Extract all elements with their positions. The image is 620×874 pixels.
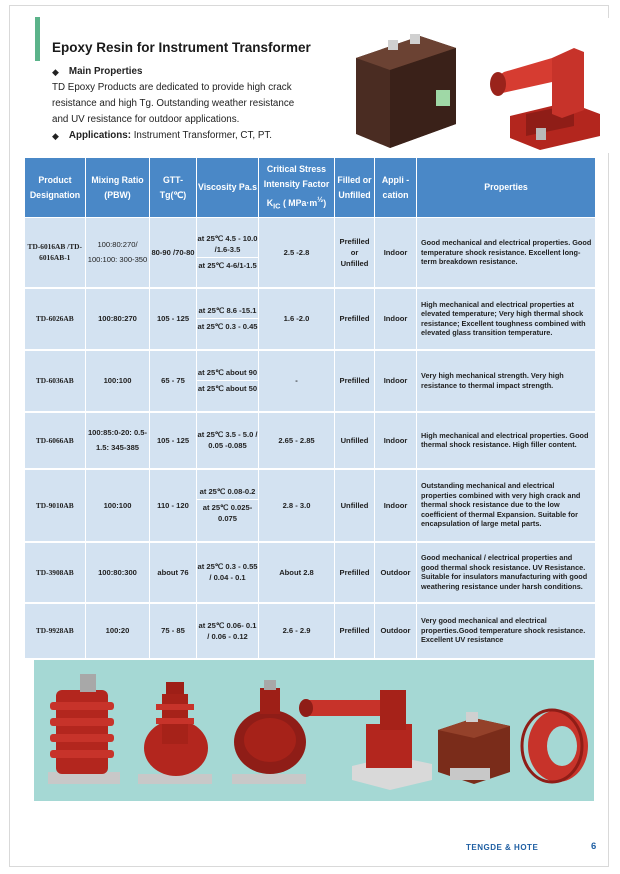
cell-filled: Unfilled (335, 412, 375, 469)
main-properties-heading: Main Properties (68, 66, 143, 77)
cell-mixing: 100:80:270/ 100:100: 300-350 (86, 218, 150, 288)
cell-tg: 65 - 75 (150, 350, 197, 412)
header-viscosity: Viscosity Pa.s (197, 158, 259, 218)
cell-tg: 105 - 125 (150, 412, 197, 469)
cell-filled: Prefilled (335, 542, 375, 603)
cell-designation: TD-6026AB (25, 288, 86, 350)
cell-filled: Unfilled (335, 469, 375, 542)
title-accent-bar (35, 17, 40, 61)
cell-properties: Outstanding mechanical and electrical properties combined with very high crack and thermal shock resistance due to the low coefficient of thermal Expansion. Suitable for encapsulation of large metal parts. (417, 469, 596, 542)
footer-brand: TENGDE & HOTE (466, 843, 539, 852)
diamond-bullet-icon: ◆ (52, 67, 59, 77)
cell-properties: Good mechanical / electrical properties and good thermal shock resistance. UV Resistance. Suitable for insulators manufacturing with good weathering resistance under harsh conditions. (417, 542, 596, 603)
cell-filled: Prefilled or Unfilled (335, 218, 375, 288)
cell-application: Indoor (375, 412, 417, 469)
cell-viscosity: at 25℃ about 90 at 25℃ about 50 (197, 350, 259, 412)
cell-application: Outdoor (375, 542, 417, 603)
page-title: Epoxy Resin for Instrument Transformer (52, 40, 311, 55)
header-properties: Properties (417, 158, 596, 218)
diamond-bullet-icon: ◆ (52, 131, 59, 141)
cell-viscosity: at 25℃ 8.6 -15.1 at 25℃ 0.3 - 0.45 (197, 288, 259, 350)
cell-tg: 105 - 125 (150, 288, 197, 350)
cell-mixing: 100:85:0-20: 0.5-1.5: 345-385 (86, 412, 150, 469)
cell-viscosity: at 25℃ 0.06- 0.1 / 0.06 - 0.12 (197, 603, 259, 659)
cell-properties: Very high mechanical strength. Very high resistance to thermal impact strength. (417, 350, 596, 412)
cell-properties: High mechanical and electrical properties at elevated temperature; Very high thermal shock resistance; Excellent toughness combined with elevated glass transition temperature. (417, 288, 596, 350)
header-stress-intensity: Critical Stress Intensity Factor $K_{IC}$ ( $MPa\cdot m^{\frac{1}{2}}$) (259, 158, 335, 218)
table-row (25, 288, 596, 350)
cell-viscosity: at 25℃ 3.5 - 5.0 / 0.05 -0.085 (197, 412, 259, 469)
cell-application: Indoor (375, 350, 417, 412)
cell-tg: 75 - 85 (150, 603, 197, 659)
cell-filled: Prefilled (335, 350, 375, 412)
spec-table (24, 157, 596, 660)
intro-text: TD Epoxy Products are dedicated to provide high crack resistance and high Tg. Outstanding weather resistance and UV resistance for outdoor applications. (52, 82, 295, 125)
cell-properties: Good mechanical and electrical properties. Good temperature shock resistance. Excellent long-term breakdown resistance. (417, 218, 596, 288)
cell-application: Outdoor (375, 603, 417, 659)
applications-line (52, 128, 312, 144)
header-gtt: GTT-Tg(℃) (150, 158, 197, 218)
cell-stress: About 2.8 (259, 542, 335, 603)
table-row (25, 542, 596, 603)
applications-value: Instrument Transformer, CT, PT. (130, 130, 272, 141)
cell-designation: TD-9010AB (25, 469, 86, 542)
cell-viscosity: at 25℃ 4.5 - 10.0 /1.6-3.5 at 25℃ 4-6/1-1.5 (197, 218, 259, 288)
table-row (25, 350, 596, 412)
intro-block (52, 64, 312, 144)
cell-application: Indoor (375, 218, 417, 288)
cell-designation: TD-6066AB (25, 412, 86, 469)
cell-stress: 2.65 - 2.85 (259, 412, 335, 469)
cell-viscosity: at 25℃ 0.08-0.2 at 25℃ 0.025-0.075 (197, 469, 259, 542)
cell-stress: - (259, 350, 335, 412)
cell-mixing: 100:80:270 (86, 288, 150, 350)
cell-designation: TD-3908AB (25, 542, 86, 603)
header-application: Appli -cation (375, 158, 417, 218)
applications-label: Applications: (68, 130, 131, 141)
table-row (25, 218, 596, 288)
cell-designation: TD-6036AB (25, 350, 86, 412)
cell-stress: 1.6 -2.0 (259, 288, 335, 350)
cell-properties: Very good mechanical and electrical properties.Good temperature shock resistance. Excellent UV resistance (417, 603, 596, 659)
cell-application: Indoor (375, 288, 417, 350)
cell-filled: Prefilled (335, 288, 375, 350)
table-row (25, 603, 596, 659)
cell-mixing: 100:20 (86, 603, 150, 659)
cell-designation: TD-6016AB /TD-6016AB-1 (25, 218, 86, 288)
hero-transformer-photo (338, 18, 610, 153)
toroidal-ct-product (522, 710, 588, 782)
cell-properties: High mechanical and electrical properties. Good thermal shock resistance. High filler content. (417, 412, 596, 469)
cell-viscosity: at 25℃ 0.3 - 0.55 / 0.04 - 0.1 (197, 542, 259, 603)
header-designation: Product Designation (25, 158, 86, 218)
cell-filled: Prefilled (335, 603, 375, 659)
cell-designation: TD-9928AB (25, 603, 86, 659)
cell-tg: about 76 (150, 542, 197, 603)
product-photo-band (34, 660, 594, 801)
header-mixing-ratio: Mixing Ratio (PBW) (86, 158, 150, 218)
table-row (25, 412, 596, 469)
header-filled: Filled or Unfilled (335, 158, 375, 218)
table-row (25, 469, 596, 542)
cell-application: Indoor (375, 469, 417, 542)
cell-mixing: 100:80:300 (86, 542, 150, 603)
table-header-row (25, 158, 596, 218)
cell-stress: 2.6 - 2.9 (259, 603, 335, 659)
page-number: 6 (591, 841, 597, 852)
main-properties-line (52, 64, 312, 80)
cell-mixing: 100:100 (86, 469, 150, 542)
cell-stress: 2.5 -2.8 (259, 218, 335, 288)
cell-tg: 110 - 120 (150, 469, 197, 542)
cell-tg: 80-90 /70-80 (150, 218, 197, 288)
cell-mixing: 100:100 (86, 350, 150, 412)
cell-stress: 2.8 - 3.0 (259, 469, 335, 542)
